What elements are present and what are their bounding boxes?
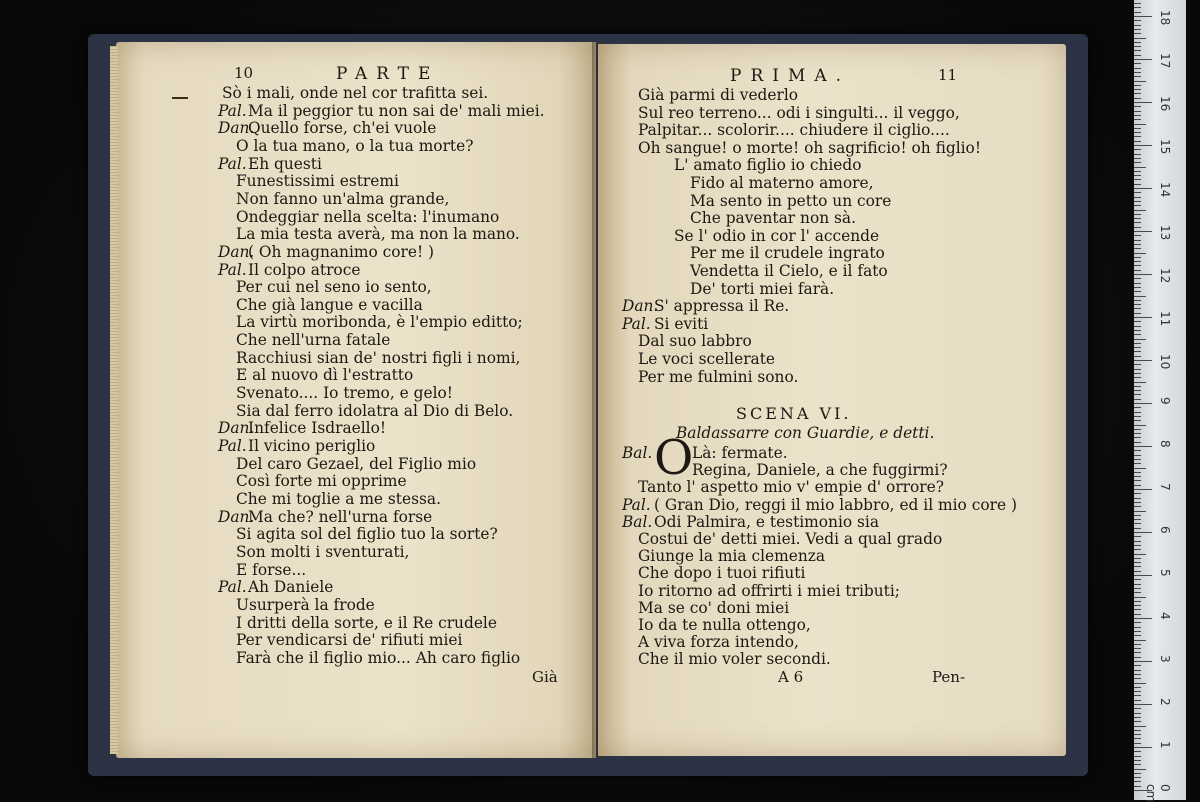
ruler-tick bbox=[1134, 46, 1141, 47]
ruler-tick bbox=[1134, 128, 1141, 129]
ruler-label: 6 bbox=[1158, 526, 1172, 534]
ruler-tick bbox=[1134, 313, 1141, 314]
speaker-label: Dan. bbox=[218, 119, 255, 138]
ruler-tick bbox=[1134, 584, 1141, 585]
ruler-tick bbox=[1134, 119, 1141, 120]
verse-line: Giunge la mia clemenza bbox=[638, 547, 826, 566]
ruler-label: 2 bbox=[1158, 698, 1172, 706]
ruler-tick bbox=[1134, 756, 1141, 757]
ruler-label: 17 bbox=[1158, 53, 1172, 69]
ruler-label: 7 bbox=[1158, 483, 1172, 491]
ruler-tick bbox=[1134, 777, 1141, 778]
ruler-tick bbox=[1134, 523, 1141, 524]
ruler-label: 11 bbox=[1158, 311, 1172, 327]
ruler-tick bbox=[1134, 141, 1141, 142]
ruler-tick bbox=[1134, 678, 1141, 679]
measurement-ruler bbox=[1134, 0, 1186, 800]
ruler-tick bbox=[1134, 339, 1146, 340]
ruler-tick bbox=[1134, 773, 1141, 774]
verse-line: Io ritorno ad offrirti i miei tributi; bbox=[638, 581, 900, 600]
verse-line: Così forte mi opprime bbox=[236, 472, 407, 491]
ruler-tick bbox=[1134, 296, 1146, 297]
verse-line: L' amato figlio io chiedo bbox=[674, 156, 862, 175]
ruler-tick bbox=[1134, 124, 1146, 125]
ruler-tick bbox=[1134, 326, 1141, 327]
ruler-tick bbox=[1134, 102, 1152, 103]
verse-line: Ah Daniele bbox=[248, 578, 334, 597]
right-folio: 11 bbox=[938, 66, 958, 84]
speaker-label: Bal. bbox=[622, 512, 653, 531]
verse-line: Se l' odio in cor l' accende bbox=[674, 226, 880, 245]
ruler-tick bbox=[1134, 145, 1152, 146]
verse-line: Ma il peggior tu non sai de' mali miei. bbox=[248, 101, 545, 120]
speaker-label: Pal. bbox=[218, 101, 247, 120]
ruler-tick bbox=[1134, 622, 1141, 623]
verse-line: Sia dal ferro idolatra al Dio di Belo. bbox=[236, 401, 514, 420]
ruler-label: 4 bbox=[1158, 612, 1172, 620]
ruler-tick bbox=[1134, 730, 1141, 731]
ruler-tick bbox=[1134, 429, 1141, 430]
verse-line: S' appressa il Re. bbox=[654, 297, 790, 316]
ruler-tick bbox=[1134, 265, 1141, 266]
verse-line: Sò i mali, onde nel cor trafitta sei. bbox=[222, 84, 489, 102]
ruler-tick bbox=[1134, 16, 1152, 17]
ruler-tick bbox=[1134, 648, 1141, 649]
verse-line: Già parmi di vederlo bbox=[638, 86, 799, 104]
ruler-label: 5 bbox=[1158, 569, 1172, 577]
ruler-tick bbox=[1134, 781, 1141, 782]
verse-line: Il vicino periglio bbox=[248, 437, 376, 455]
ruler-tick bbox=[1134, 579, 1141, 580]
verse-line: Oh sangue! o morte! oh sagrificio! oh figlio! bbox=[638, 138, 982, 157]
left-catchword: Già bbox=[532, 668, 558, 686]
ruler-tick bbox=[1134, 158, 1141, 159]
ruler-tick bbox=[1134, 244, 1141, 245]
ruler-tick bbox=[1134, 635, 1141, 636]
verse-line: Che paventar non sà. bbox=[690, 209, 856, 228]
ruler-tick bbox=[1134, 317, 1152, 318]
ruler-tick bbox=[1134, 463, 1141, 464]
verse-line: E forse... bbox=[236, 560, 307, 579]
ruler-tick bbox=[1134, 721, 1141, 722]
ruler-tick bbox=[1134, 545, 1141, 546]
ruler-tick bbox=[1134, 640, 1146, 641]
page-edge-stack bbox=[110, 46, 118, 754]
ruler-tick bbox=[1134, 665, 1141, 666]
verse-line: Regina, Daniele, a che fuggirmi? bbox=[692, 461, 948, 480]
ruler-tick bbox=[1134, 618, 1152, 619]
verse-line: Là: fermate. bbox=[692, 444, 788, 462]
verse-line: Che mi toglie a me stessa. bbox=[236, 489, 441, 508]
scene-title: SCENA VI. bbox=[736, 404, 852, 423]
verse-line: Ma sento in petto un core bbox=[690, 191, 892, 210]
ruler-tick bbox=[1134, 670, 1141, 671]
ruler-tick bbox=[1134, 154, 1141, 155]
stage-direction: Baldassarre con Guardie, e detti. bbox=[676, 424, 935, 442]
verse-line: Che nell'urna fatale bbox=[236, 331, 391, 350]
ruler-label: 16 bbox=[1158, 96, 1172, 112]
verse-line: Son molti i sventurati, bbox=[236, 542, 410, 561]
ruler-tick bbox=[1134, 511, 1146, 512]
ruler-label: 0 cm bbox=[1144, 784, 1172, 802]
ruler-tick bbox=[1134, 274, 1152, 275]
verse-line: De' torti miei farà. bbox=[690, 279, 835, 298]
verse-line: Fido al materno amore, bbox=[690, 174, 874, 192]
verse-line: ( Gran Dio, reggi il mio labbro, ed il mio core ) bbox=[654, 495, 1017, 514]
speaker-label: Dan. bbox=[622, 297, 659, 316]
ruler-tick bbox=[1134, 93, 1141, 94]
verse-line: Infelice Isdraello! bbox=[248, 419, 387, 438]
verse-line: Che già langue e vacilla bbox=[236, 295, 423, 314]
ruler-tick bbox=[1134, 111, 1141, 112]
ruler-tick bbox=[1134, 597, 1146, 598]
ruler-tick bbox=[1134, 179, 1141, 180]
ruler-tick bbox=[1134, 162, 1141, 163]
ruler-tick bbox=[1134, 175, 1141, 176]
verse-line: Odi Palmira, e testimonio sia bbox=[654, 512, 880, 531]
ruler-tick bbox=[1134, 81, 1146, 82]
ruler-tick bbox=[1134, 201, 1141, 202]
ruler-tick bbox=[1134, 407, 1141, 408]
ruler-label: 12 bbox=[1158, 268, 1172, 284]
ruler-tick bbox=[1134, 554, 1146, 555]
ruler-tick bbox=[1134, 476, 1141, 477]
verse-line: A viva forza intendo, bbox=[638, 633, 799, 652]
verse-line: Per cui nel seno io sento, bbox=[236, 278, 432, 297]
ruler-tick bbox=[1134, 515, 1141, 516]
ruler-tick bbox=[1134, 592, 1141, 593]
ruler-tick bbox=[1134, 149, 1141, 150]
speaker-label: Pal. bbox=[218, 437, 247, 455]
verse-line: Funestissimi estremi bbox=[236, 172, 399, 191]
ruler-tick bbox=[1134, 214, 1141, 215]
ruler-tick bbox=[1134, 278, 1141, 279]
ruler-tick bbox=[1134, 197, 1141, 198]
signature-mark: A 6 bbox=[778, 668, 804, 686]
ruler-tick bbox=[1134, 455, 1141, 456]
ruler-tick bbox=[1134, 695, 1141, 696]
ruler-tick bbox=[1134, 743, 1141, 744]
ruler-tick bbox=[1134, 304, 1141, 305]
ruler-tick bbox=[1134, 68, 1141, 69]
ruler-tick bbox=[1134, 601, 1141, 602]
verse-line: E al nuovo dì l'estratto bbox=[236, 366, 414, 385]
ruler-tick bbox=[1134, 240, 1141, 241]
ruler-tick bbox=[1134, 210, 1146, 211]
drop-cap: O bbox=[654, 430, 694, 486]
ruler-label: 3 bbox=[1158, 655, 1172, 663]
ruler-label: 18 bbox=[1158, 10, 1172, 26]
ruler-tick bbox=[1134, 261, 1141, 262]
ruler-tick bbox=[1134, 167, 1146, 168]
ruler-tick bbox=[1134, 136, 1141, 137]
ruler-tick bbox=[1134, 369, 1141, 370]
ruler-tick bbox=[1134, 403, 1152, 404]
right-running-head: PRIMA. bbox=[730, 66, 851, 86]
ruler-tick bbox=[1134, 536, 1141, 537]
ruler-tick bbox=[1134, 50, 1141, 51]
ruler-tick bbox=[1134, 713, 1141, 714]
ruler-tick bbox=[1134, 717, 1141, 718]
ruler-tick bbox=[1134, 89, 1141, 90]
ruler-tick bbox=[1134, 416, 1141, 417]
ruler-tick bbox=[1134, 412, 1141, 413]
ruler-tick bbox=[1134, 38, 1146, 39]
ruler-tick bbox=[1134, 291, 1141, 292]
ruler-tick bbox=[1134, 661, 1152, 662]
verse-line: Non fanno un'alma grande, bbox=[236, 189, 450, 208]
ruler-tick bbox=[1134, 764, 1141, 765]
ruler-tick bbox=[1134, 726, 1146, 727]
ruler-tick bbox=[1134, 442, 1141, 443]
ruler-tick bbox=[1134, 283, 1141, 284]
left-page bbox=[116, 42, 596, 758]
ruler-tick bbox=[1134, 364, 1141, 365]
ruler-tick bbox=[1134, 334, 1141, 335]
ruler-tick bbox=[1134, 3, 1141, 4]
ruler-tick bbox=[1134, 485, 1141, 486]
ruler-tick bbox=[1134, 425, 1146, 426]
ruler-tick bbox=[1134, 450, 1141, 451]
verse-line: O la tua mano, o la tua morte? bbox=[236, 136, 474, 155]
ruler-tick bbox=[1134, 760, 1141, 761]
ruler-tick bbox=[1134, 205, 1141, 206]
ruler-tick bbox=[1134, 106, 1141, 107]
ruler-tick bbox=[1134, 571, 1141, 572]
ruler-tick bbox=[1134, 562, 1141, 563]
ruler-tick bbox=[1134, 652, 1141, 653]
ruler-tick bbox=[1134, 644, 1141, 645]
ruler-tick bbox=[1134, 253, 1146, 254]
speaker-label: Dan. bbox=[218, 419, 255, 438]
ruler-tick bbox=[1134, 308, 1141, 309]
left-folio: 10 bbox=[234, 64, 254, 82]
ruler-tick bbox=[1134, 227, 1141, 228]
ruler-tick bbox=[1134, 541, 1141, 542]
ruler-tick bbox=[1134, 738, 1141, 739]
ruler-tick bbox=[1134, 270, 1141, 271]
ruler-tick bbox=[1134, 489, 1152, 490]
ruler-tick bbox=[1134, 300, 1141, 301]
ruler-tick bbox=[1134, 321, 1141, 322]
verse-line: Farà che il figlio mio... Ah caro figlio bbox=[236, 648, 521, 667]
speaker-label: Pal. bbox=[622, 314, 651, 333]
ruler-tick bbox=[1134, 59, 1152, 60]
ruler-tick bbox=[1134, 76, 1141, 77]
verse-line: La virtù moribonda, è l'empio editto; bbox=[236, 313, 523, 332]
ruler-tick bbox=[1134, 72, 1141, 73]
ruler-tick bbox=[1134, 184, 1141, 185]
ruler-tick bbox=[1134, 786, 1141, 787]
ruler-tick bbox=[1134, 691, 1141, 692]
speaker-label: Dan. bbox=[218, 242, 255, 261]
verse-line: Sul reo terreno... odi i singulti... il veggo, bbox=[638, 103, 960, 122]
verse-line: Usurperà la frode bbox=[236, 595, 375, 614]
ruler-tick bbox=[1134, 351, 1141, 352]
ruler-tick bbox=[1134, 627, 1141, 628]
ruler-tick bbox=[1134, 382, 1146, 383]
ruler-tick bbox=[1134, 330, 1141, 331]
verse-line: Ondeggiar nella scelta: l'inumano bbox=[236, 207, 500, 226]
ruler-tick bbox=[1134, 360, 1152, 361]
ruler-tick bbox=[1134, 394, 1141, 395]
ruler-tick bbox=[1134, 502, 1141, 503]
ruler-tick bbox=[1134, 532, 1152, 533]
verse-line: Il colpo atroce bbox=[248, 260, 361, 279]
ruler-tick bbox=[1134, 29, 1141, 30]
ruler-tick bbox=[1134, 446, 1152, 447]
ruler-tick bbox=[1134, 248, 1141, 249]
ruler-tick bbox=[1134, 437, 1141, 438]
ruler-tick bbox=[1134, 674, 1141, 675]
ruler-label: 9 bbox=[1158, 397, 1172, 405]
ruler-tick bbox=[1134, 609, 1141, 610]
verse-line: Del caro Gezael, del Figlio mio bbox=[236, 454, 477, 473]
ruler-tick bbox=[1134, 566, 1141, 567]
ruler-tick bbox=[1134, 115, 1141, 116]
ruler-tick bbox=[1134, 347, 1141, 348]
ruler-tick bbox=[1134, 85, 1141, 86]
ruler-tick bbox=[1134, 218, 1141, 219]
ruler-label: 10 bbox=[1158, 354, 1172, 370]
right-page bbox=[598, 44, 1066, 756]
ruler-tick bbox=[1134, 558, 1141, 559]
ruler-tick bbox=[1134, 657, 1141, 658]
ruler-tick bbox=[1134, 588, 1141, 589]
ruler-tick bbox=[1134, 683, 1146, 684]
left-running-head: PARTE bbox=[336, 64, 440, 84]
ruler-tick bbox=[1134, 192, 1141, 193]
verse-line: Racchiusi sian de' nostri figli i nomi, bbox=[236, 348, 521, 367]
speaker-label: Pal. bbox=[622, 495, 651, 514]
verse-line: ( Oh magnanimo core! ) bbox=[248, 242, 435, 261]
ruler-tick bbox=[1134, 386, 1141, 387]
verse-line: Io da te nulla ottengo, bbox=[638, 616, 811, 634]
verse-line: Vendetta il Cielo, e il fato bbox=[690, 262, 888, 280]
ruler-tick bbox=[1134, 734, 1141, 735]
verse-line: La mia testa averà, ma non la mano. bbox=[236, 225, 520, 244]
ruler-tick bbox=[1134, 631, 1141, 632]
ruler-label: 14 bbox=[1158, 182, 1172, 198]
verse-line: Per vendicarsi de' rifiuti miei bbox=[236, 631, 463, 650]
ruler-tick bbox=[1134, 708, 1141, 709]
right-catchword: Pen- bbox=[932, 668, 966, 686]
ruler-tick bbox=[1134, 506, 1141, 507]
verse-line: Dal suo labbro bbox=[638, 332, 752, 351]
verse-line: Per me fulmini sono. bbox=[638, 367, 799, 386]
ruler-tick bbox=[1134, 769, 1146, 770]
ruler-tick bbox=[1134, 7, 1141, 8]
ruler-tick bbox=[1134, 63, 1141, 64]
speaker-label: Pal. bbox=[218, 260, 247, 279]
ruler-tick bbox=[1134, 235, 1141, 236]
ruler-tick bbox=[1134, 498, 1141, 499]
ruler-tick bbox=[1134, 188, 1152, 189]
ruler-tick bbox=[1134, 480, 1141, 481]
ruler-tick bbox=[1134, 132, 1141, 133]
verse-line: Che dopo i tuoi rifiuti bbox=[638, 564, 806, 583]
ruler-tick bbox=[1134, 399, 1141, 400]
ruler-tick bbox=[1134, 287, 1141, 288]
verse-line: Per me il crudele ingrato bbox=[690, 244, 885, 263]
ruler-tick bbox=[1134, 231, 1152, 232]
speaker-label: Dan. bbox=[218, 507, 255, 526]
ruler-label: 8 bbox=[1158, 440, 1172, 448]
ruler-tick bbox=[1134, 356, 1141, 357]
ruler-tick bbox=[1134, 420, 1141, 421]
ruler-tick bbox=[1134, 433, 1141, 434]
ruler-tick bbox=[1134, 519, 1141, 520]
ruler-tick bbox=[1134, 55, 1141, 56]
ruler-tick bbox=[1134, 747, 1152, 748]
ruler-tick bbox=[1134, 575, 1152, 576]
ruler-tick bbox=[1134, 468, 1146, 469]
ink-dash-mark bbox=[172, 97, 188, 99]
speaker-label: Pal. bbox=[218, 154, 247, 173]
ruler-tick bbox=[1134, 12, 1141, 13]
verse-line: Costui de' detti miei. Vedi a qual grado bbox=[638, 530, 943, 548]
ruler-tick bbox=[1134, 700, 1141, 701]
verse-line: Palpitar... scolorir.... chiudere il ciglio.... bbox=[638, 121, 950, 140]
ruler-tick bbox=[1134, 98, 1141, 99]
ruler-tick bbox=[1134, 751, 1141, 752]
ruler-tick bbox=[1134, 373, 1141, 374]
verse-line: Ma che? nell'urna forse bbox=[248, 507, 433, 526]
ruler-label: 13 bbox=[1158, 225, 1172, 241]
speaker-label: Pal. bbox=[218, 578, 247, 597]
ruler-tick bbox=[1134, 171, 1141, 172]
ruler-tick bbox=[1134, 549, 1141, 550]
ruler-tick bbox=[1134, 493, 1141, 494]
verse-line: Svenato.... Io tremo, e gelo! bbox=[236, 384, 453, 403]
ruler-tick bbox=[1134, 704, 1152, 705]
ruler-tick bbox=[1134, 377, 1141, 378]
verse-line: Si eviti bbox=[654, 314, 709, 333]
ruler-tick bbox=[1134, 528, 1141, 529]
verse-line: Che il mio voler secondi. bbox=[638, 650, 831, 669]
ruler-tick bbox=[1134, 390, 1141, 391]
verse-line: Si agita sol del figlio tuo la sorte? bbox=[236, 525, 498, 544]
ruler-tick bbox=[1134, 257, 1141, 258]
verse-line: Tanto l' aspetto mio v' empie d' orrore? bbox=[638, 478, 945, 497]
ruler-tick bbox=[1134, 33, 1141, 34]
ruler-tick bbox=[1134, 687, 1141, 688]
ruler-label: 15 bbox=[1158, 139, 1172, 155]
ruler-tick bbox=[1134, 472, 1141, 473]
verse-line: Ma se co' doni miei bbox=[638, 598, 790, 617]
speaker-bal: Bal. bbox=[622, 444, 653, 462]
ruler-tick bbox=[1134, 222, 1141, 223]
ruler-tick bbox=[1134, 343, 1141, 344]
ruler-tick bbox=[1134, 614, 1141, 615]
ruler-tick bbox=[1134, 459, 1141, 460]
ruler-tick bbox=[1134, 20, 1141, 21]
ruler-tick bbox=[1134, 605, 1141, 606]
verse-line: Le voci scellerate bbox=[638, 350, 776, 368]
ruler-tick bbox=[1134, 25, 1141, 26]
verse-line: Eh questi bbox=[248, 154, 322, 173]
verse-line: Quello forse, ch'ei vuole bbox=[248, 119, 437, 138]
ruler-label: 1 bbox=[1158, 741, 1172, 749]
ruler-tick bbox=[1134, 42, 1141, 43]
verse-line: I dritti della sorte, e il Re crudele bbox=[236, 613, 497, 632]
